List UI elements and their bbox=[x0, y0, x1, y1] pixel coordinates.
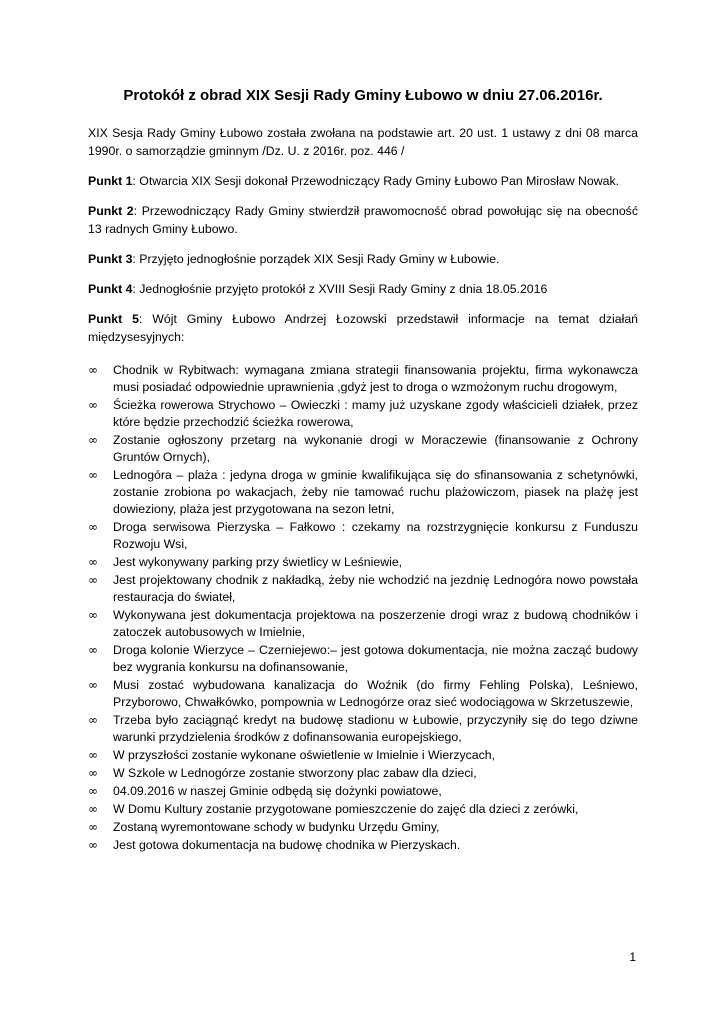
point-4 bbox=[88, 280, 638, 298]
document-title: Protokół z obrad XIX Sesji Rady Gminy Łubowo w dniu 27.06.2016r. bbox=[123, 87, 603, 104]
list-item-text: 04.09.2016 w naszej Gminie odbędą się dożynki powiatowe, bbox=[113, 784, 442, 798]
infinity-bullet-icon: ∞ bbox=[88, 766, 98, 780]
infinity-bullet-icon: ∞ bbox=[88, 678, 98, 692]
infinity-bullet-icon: ∞ bbox=[88, 573, 98, 587]
list-item-text: W przyszłości zostanie wykonane oświetlenie w Imielnie i Wierzycach, bbox=[113, 748, 496, 762]
list-item bbox=[88, 554, 638, 571]
infinity-bullet-icon: ∞ bbox=[88, 838, 98, 852]
list-item-text: Zostaną wyremontowane schody w budynku Urzędu Gminy, bbox=[113, 820, 440, 834]
page-number: 1 bbox=[629, 950, 636, 964]
list-item bbox=[88, 783, 638, 800]
infinity-bullet-icon: ∞ bbox=[88, 643, 98, 657]
infinity-bullet-icon: ∞ bbox=[88, 820, 98, 834]
point-3 bbox=[88, 250, 638, 268]
list-item-text: Droga serwisowa Pierzyska – Fałkowo : czekamy na rozstrzygnięcie konkursu z Funduszu Rozwoju Wsi, bbox=[113, 520, 638, 551]
infinity-bullet-icon: ∞ bbox=[88, 748, 98, 762]
list-item-text: Trzeba było zaciągnąć kredyt na budowę stadionu w Łubowie, przyczyniły się do tego dziwne warunki przydzielenia środków z dofinansowania europejskiego, bbox=[113, 713, 638, 744]
infinity-bullet-icon: ∞ bbox=[88, 784, 98, 798]
infinity-bullet-icon: ∞ bbox=[88, 398, 98, 412]
list-item-text: Chodnik w Rybitwach: wymagana zmiana strategii finansowania projektu, firma wykonawcza musi posiadać odpowiednie uprawnienia ,gdyż jest to droga o wzmożonym ruchu drogowym, bbox=[113, 363, 638, 394]
list-item-text: W Domu Kultury zostanie przygotowane pomieszczenie do zajęć dla dzieci z zerówki, bbox=[113, 802, 579, 816]
list-item-text: W Szkole w Lednogórze zostanie stworzony plac zabaw dla dzieci, bbox=[113, 766, 477, 780]
infinity-bullet-icon: ∞ bbox=[88, 520, 98, 534]
infinity-bullet-icon: ∞ bbox=[88, 802, 98, 816]
list-item-text: Droga kolonie Wierzyce – Czerniejewo:– jest gotowa dokumentacja, nie można zacząć budowy bez wygrania konkursu na dofinansowanie, bbox=[113, 643, 638, 674]
list-item bbox=[88, 642, 638, 676]
infinity-bullet-icon: ∞ bbox=[88, 608, 98, 622]
list-item bbox=[88, 712, 638, 746]
point-5-label: Punkt 5 bbox=[88, 312, 139, 326]
list-item bbox=[88, 819, 638, 836]
point-1-label: Punkt 1 bbox=[88, 174, 133, 188]
document-content bbox=[88, 86, 638, 855]
list-item-text: Jest wykonywany parking przy świetlicy w Leśniewie, bbox=[113, 555, 403, 569]
point-1-text: : Otwarcia XIX Sesji dokonał Przewodniczący Rady Gminy Łubowo Pan Mirosław Nowak. bbox=[132, 174, 620, 188]
list-item bbox=[88, 801, 638, 818]
point-3-text: : Przyjęto jednogłośnie porządek XIX Sesji Rady Gminy w Łubowie. bbox=[132, 252, 500, 266]
infinity-bullet-icon: ∞ bbox=[88, 555, 98, 569]
list-item-text: Ścieżka rowerowa Strychowo – Owieczki : mamy już uzyskane zgody właścicieli działek, przez które będzie przechodzić ścieżka rowerowa, bbox=[113, 398, 638, 429]
list-item bbox=[88, 765, 638, 782]
list-item bbox=[88, 519, 638, 553]
point-2-label: Punkt 2 bbox=[88, 204, 134, 218]
point-5-text: : Wójt Gminy Łubowo Andrzej Łozowski przedstawił informacje na temat działań międzysesyjnych: bbox=[88, 312, 638, 344]
list-item-text: Jest gotowa dokumentacja na budowę chodnika w Pierzyskach. bbox=[113, 838, 461, 852]
point-2-text: : Przewodniczący Rady Gminy stwierdził prawomocność obrad powołując się na obecność 13 radnych Gminy Łubowo. bbox=[88, 204, 638, 236]
list-item bbox=[88, 362, 638, 396]
bullet-list bbox=[88, 362, 638, 854]
list-item-text: Musi zostać wybudowana kanalizacja do Woźnik (do firmy Fehling Polska), Leśniewo, Przyborowo, Chwałkówko, pompownia w Lednogórze oraz sieć wodociągowa w Skrzetuszewie, bbox=[113, 678, 638, 709]
point-1 bbox=[88, 172, 638, 190]
infinity-bullet-icon: ∞ bbox=[88, 468, 98, 482]
point-4-label: Punkt 4 bbox=[88, 282, 133, 296]
point-2 bbox=[88, 202, 638, 238]
list-item-text: Wykonywana jest dokumentacja projektowa na poszerzenie drogi wraz z budową chodników i zatoczek autobusowych w Imielnie, bbox=[113, 608, 638, 639]
infinity-bullet-icon: ∞ bbox=[88, 713, 98, 727]
list-item bbox=[88, 432, 638, 466]
list-item-text: Zostanie ogłoszony przetarg na wykonanie drogi w Moraczewie (finansowanie z Ochrony Gruntów Ornych), bbox=[113, 433, 638, 464]
infinity-bullet-icon: ∞ bbox=[88, 363, 98, 377]
list-item bbox=[88, 837, 638, 854]
infinity-bullet-icon: ∞ bbox=[88, 433, 98, 447]
list-item-text: Jest projektowany chodnik z nakładką, żeby nie wchodzić na jezdnię Lednogóra nowo powstała restauracja do świateł, bbox=[113, 573, 638, 604]
point-5 bbox=[88, 310, 638, 346]
point-4-text: : Jednogłośnie przyjęto protokół z XVIII Sesji Rady Gminy z dnia 18.05.2016 bbox=[132, 282, 548, 296]
list-item bbox=[88, 607, 638, 641]
list-item bbox=[88, 572, 638, 606]
intro-paragraph: XIX Sesja Rady Gminy Łubowo została zwołana na podstawie art. 20 ust. 1 ustawy z dni 08 marca 1990r. o samorządzie gminnym /Dz. U. z 2016r. poz. 446 / bbox=[88, 126, 638, 158]
list-item-text: Lednogóra – plaża : jedyna droga w gminie kwalifikująca się do sfinansowania z schetynówki, zostanie zrobiona po wakacjach, żeby nie tamować ruchu plażowiczom, piasek na plażę jest dowieziony, plaża jest przygotowana na sezon letni, bbox=[113, 468, 638, 516]
point-3-label: Punkt 3 bbox=[88, 252, 133, 266]
list-item bbox=[88, 397, 638, 431]
list-item bbox=[88, 677, 638, 711]
list-item bbox=[88, 747, 638, 764]
list-item bbox=[88, 467, 638, 518]
